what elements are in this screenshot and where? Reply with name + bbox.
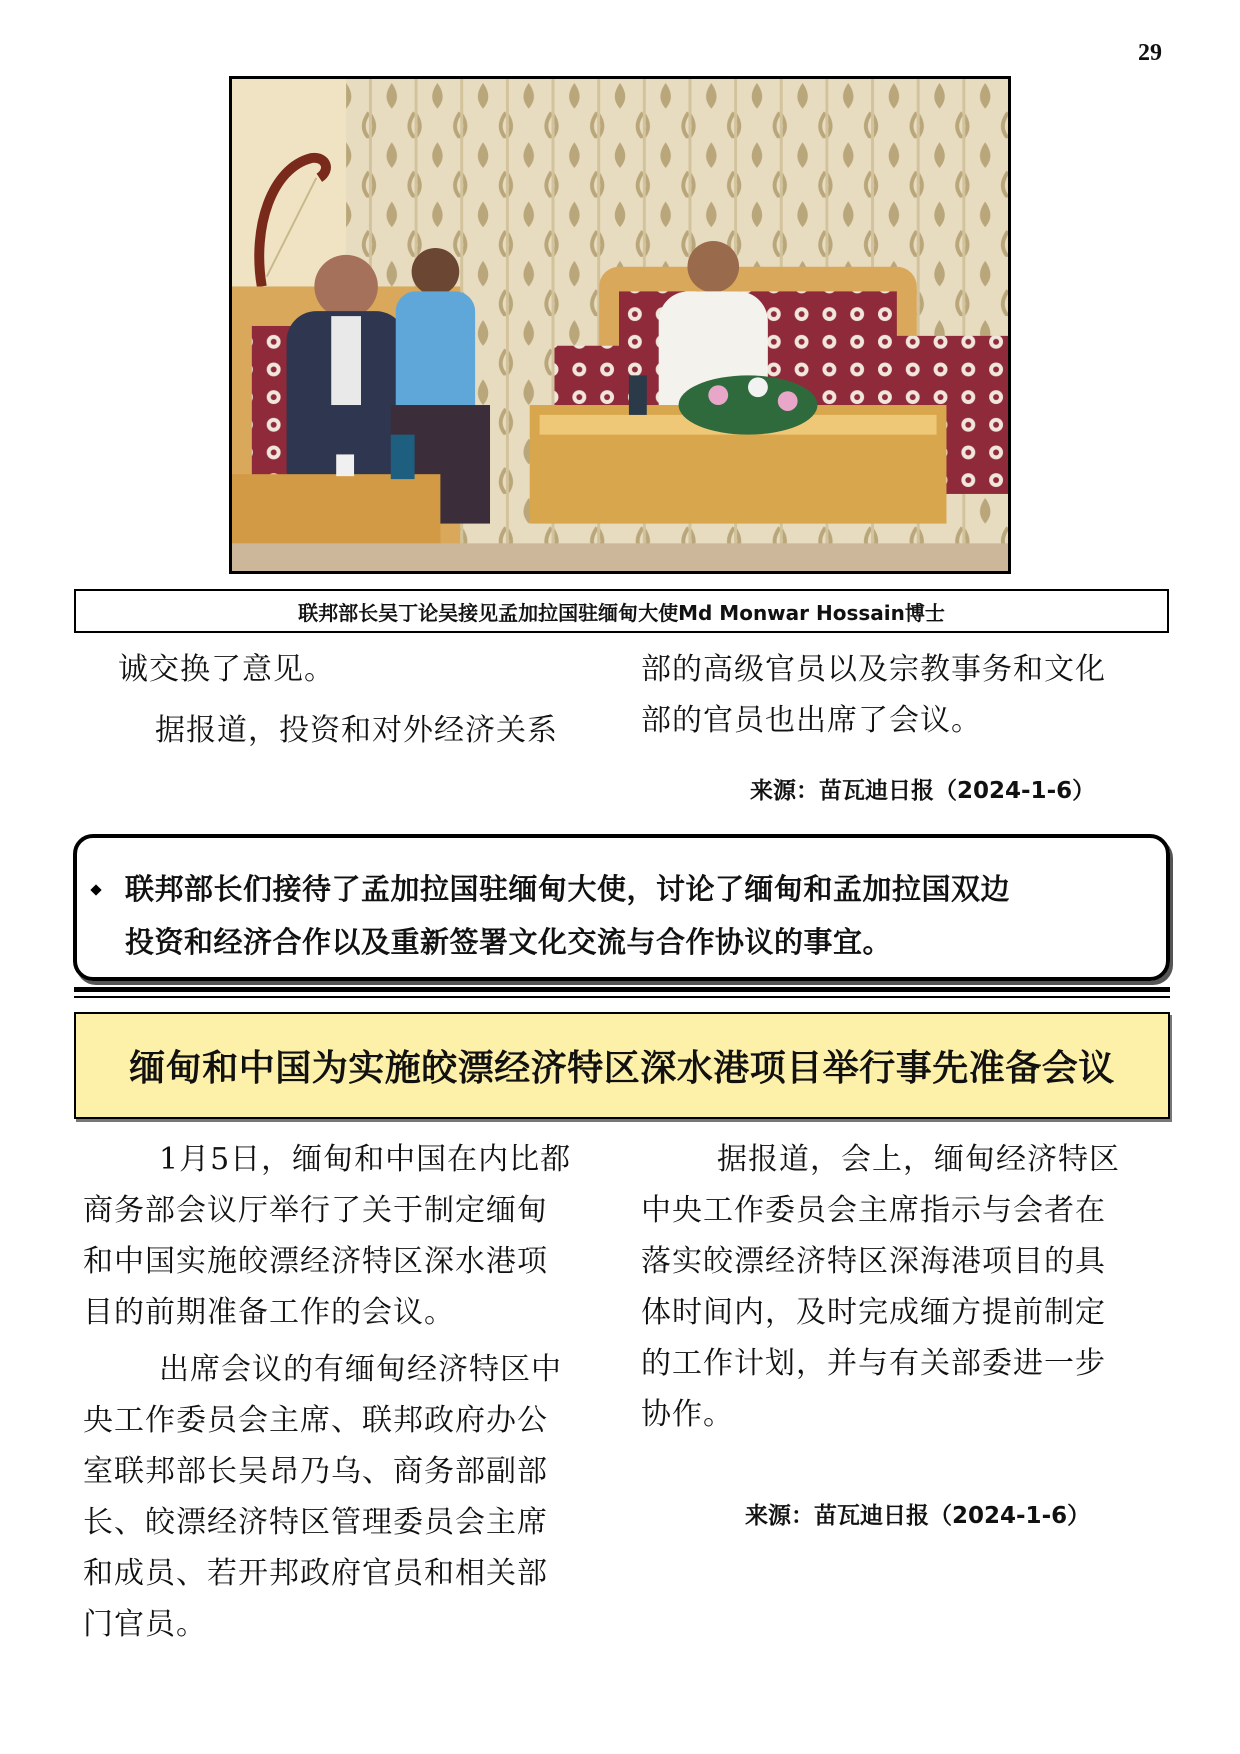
article2-left-line: 室联邦部长吴昂乃乌、商务部副部 [83,1454,548,1489]
article2-right-column [641,1134,1120,1440]
summary-line-2: 投资和经济合作以及重新签署文化交流与合作协议的事宜。 [125,925,893,959]
article2-left-line: 出席会议的有缅甸经济特区中 [159,1352,562,1387]
article1-right-line-1: 部的高级官员以及宗教事务和文化 [641,652,1106,687]
article2-right-line: 协作。 [641,1397,734,1432]
meeting-photo-illustration [232,79,1008,571]
article2-headline: 缅甸和中国为实施皎漂经济特区深水港项目举行事先准备会议 [74,1012,1170,1119]
article2-right-line: 中央工作委员会主席指示与会者在 [641,1193,1106,1228]
article1-source: 来源：苗瓦迪日报（2024-1-6） [750,778,1096,804]
article2-left-line: 门官员。 [83,1607,207,1642]
article2-source: 来源：苗瓦迪日报（2024-1-6） [745,1503,1091,1529]
article2-right-line: 据报道，会上，缅甸经济特区 [717,1142,1120,1177]
article2-left-line: 商务部会议厅举行了关于制定缅甸 [83,1193,548,1228]
divider-thick [74,987,1170,992]
photo-caption: 联邦部长吴丁论吴接见孟加拉国驻缅甸大使Md Monwar Hossain博士 [74,589,1169,633]
article1-left-line-1: 诚交换了意见。 [118,652,335,687]
article2-right-line: 的工作计划，并与有关部委进一步 [641,1346,1106,1381]
article2-left-line: 长、皎漂经济特区管理委员会主席 [83,1505,548,1540]
article2-left-line: 和成员、若开邦政府官员和相关部 [83,1556,548,1591]
article2-left-line: 1月5日，缅甸和中国在内比都 [159,1142,572,1177]
page-number: 29 [1138,40,1162,66]
summary-text [125,863,1010,969]
article2-right-line: 体时间内，及时完成缅方提前制定 [641,1295,1106,1330]
divider-thin [74,996,1170,998]
article2-left-line: 和中国实施皎漂经济特区深水港项 [83,1244,548,1279]
summary-line-1: 联邦部长们接待了孟加拉国驻缅甸大使，讨论了缅甸和孟加拉国双边 [125,872,1011,906]
article1-left-line-2: 据报道，投资和对外经济关系 [155,713,558,748]
meeting-photo [229,76,1011,574]
article2-left-column [83,1134,571,1650]
article2-left-line: 目的前期准备工作的会议。 [83,1295,455,1330]
article1-right-line-2: 部的官员也出席了会议。 [641,703,982,738]
article2-right-line: 落实皎漂经济特区深海港项目的具 [641,1244,1106,1279]
article2-left-line: 央工作委员会主席、联邦政府办公 [83,1403,548,1438]
